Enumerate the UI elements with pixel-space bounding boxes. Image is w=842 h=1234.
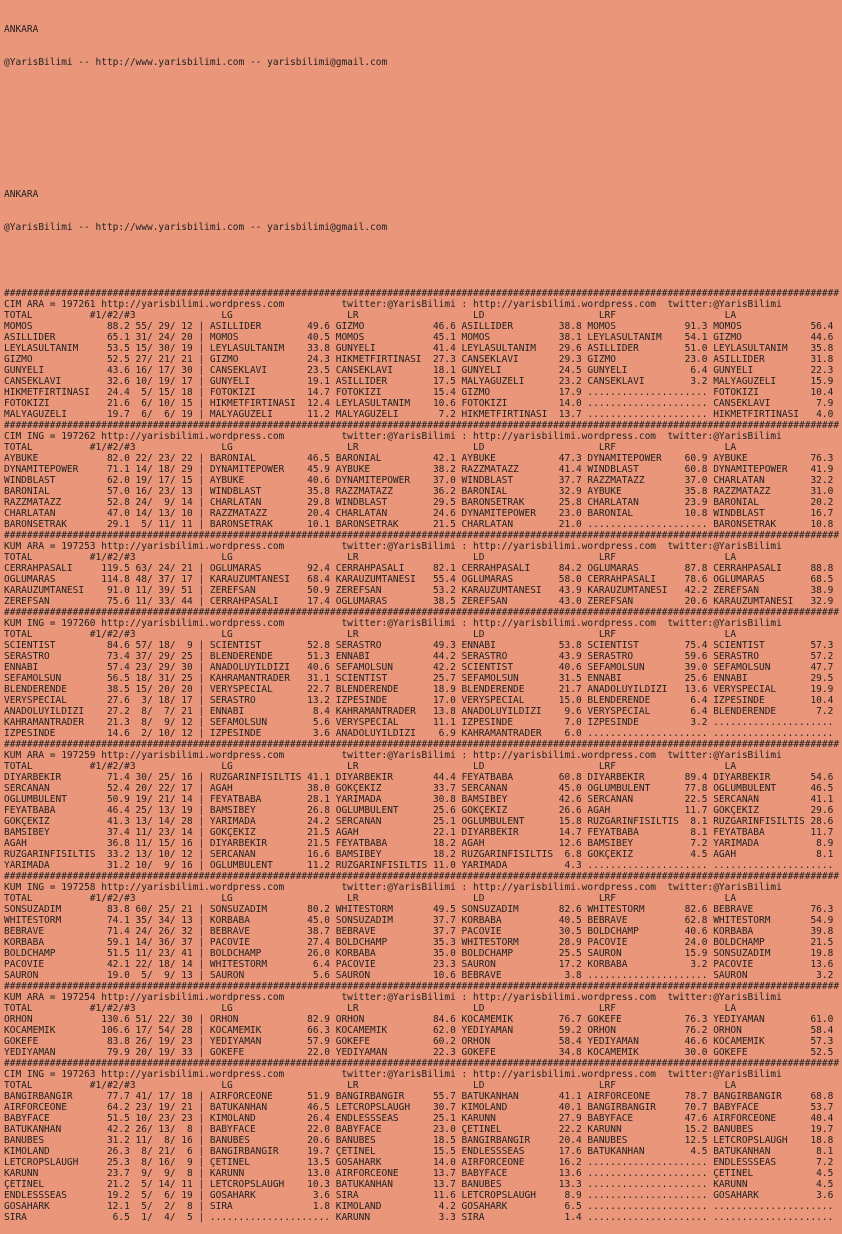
report-row: YEDIYAMAN 79.9 20/ 19/ 33 | GÖKEFE 22.0 YEDIYAMAN 22.3 GÖKEFE 34.8 KOCAMEMIK 30.0 GÖKEFE 52.5	[4, 1047, 840, 1058]
report-row: DIYARBEKIR 71.4 30/ 25/ 16 | RÜZGARINFISILTIS 41.1 DIYARBEKIR 44.4 FEYATBABA 60.8 DIYARBEKIR 89.4 DIYARBEKIR 54.6	[4, 772, 840, 783]
report-row: BAMSIBEY 37.4 11/ 23/ 14 | GÖKÇEKIZ 21.5 AGAH 22.1 DIYARBEKIR 14.7 FEYATBABA 8.1 FEYATBABA 11.7	[4, 827, 840, 838]
report-row: MOMOS 88.2 55/ 29/ 12 | ASILLIDER 49.6 GIZMO 46.6 ASILLIDER 38.8 MOMOS 91.3 MOMOS 56.4	[4, 321, 840, 332]
race-report-blocks	[4, 288, 842, 1223]
city-header-2: ANKARA	[4, 189, 39, 200]
report-row: MALYAGÜZELI 19.7 6/ 6/ 19 | MALYAGÜZELI 11.2 MALYAGÜZELI 7.2 HIKMETFIRTINASI 13.7 ..................... HIKMETFIRTINASI 4.0	[4, 409, 840, 420]
report-row: KIMOLAND 26.3 8/ 21/ 6 | BANGIRBANGIR 19.7 ÇETINEL 15.5 ENDLESSSEAS 17.6 BATUKANHAN 4.5 BATUKANHAN 8.1	[4, 1146, 840, 1157]
separator-line: ##################################################################################################################################################	[4, 607, 840, 618]
report-row: BLENDERENDE 38.5 15/ 20/ 20 | VERYSPECIAL 22.7 BLENDERENDE 18.9 BLENDERENDE 21.7 ANADOLUYILDIZI 13.6 VERYSPECIAL 19.9	[4, 684, 840, 695]
report-row: RÜZGARINFISILTIS 33.2 13/ 10/ 12 | SERCANAN 16.6 BAMSIBEY 18.2 RÜZGARINFISILTIS 6.8 GÖKÇEKIZ 4.5 AGAH 8.1	[4, 849, 840, 860]
column-header: TOTAL #1/#2/#3 LG LR LD LRF LA	[4, 893, 737, 904]
report-row: SCIENTIST 84.6 57/ 18/ 9 | SCIENTIST 52.8 SERASTRO 49.3 ENNABI 53.8 SCIENTIST 75.4 SCIENTIST 57.3	[4, 640, 840, 651]
report-row: WHITESTORM 74.1 35/ 34/ 13 | KÖRBABA 45.0 SONSUZADIM 37.7 KÖRBABA 40.5 BEBRAVE 62.8 WHITESTORM 54.9	[4, 915, 840, 926]
blank-line	[4, 156, 842, 167]
report-row: GÖKÇEKIZ 41.3 13/ 14/ 28 | YARIMADA 24.2 SERCANAN 25.1 OGLUMBÜLENT 15.8 RÜZGARINFISILTIS 8.1 RÜZGARINFISILTIS 28.6	[4, 816, 840, 827]
block-title: KUM ING = 197260 http://yarisbilimi.wordpress.com twitter:@YarisBilimi : http://yarisbilimi.wordpress.com twitter:@YarisBilimi	[4, 618, 782, 629]
report-row: CERRAHPASALI 119.5 63/ 24/ 21 | OGLUMARAS 92.4 CERRAHPASALI 82.1 CERRAHPASALI 84.2 OGLUMARAS 87.8 CERRAHPASALI 88.8	[4, 563, 840, 574]
column-header: TOTAL #1/#2/#3 LG LR LD LRF LA	[4, 761, 737, 772]
report-row: HIKMETFIRTINASI 24.4 5/ 15/ 18 | FOTOKIZI 14.7 FOTOKIZI 15.4 GIZMO 17.9 ..................... FOTOKIZI 10.4	[4, 387, 840, 398]
report-row: CANSEKLAVI 32.6 10/ 19/ 17 | GÜNYELI 19.1 ASILLIDER 17.5 MALYAGÜZELI 23.2 CANSEKLAVI 3.2 MALYAGÜZELI 15.9	[4, 376, 840, 387]
report-row: GÜNYELI 43.6 16/ 17/ 30 | CANSEKLAVI 23.5 CANSEKLAVI 18.1 GÜNYELI 24.5 GÜNYELI 6.4 GÜNYELI 22.3	[4, 365, 840, 376]
report-row: SERCANAN 52.4 20/ 22/ 17 | AGAH 38.0 GÖKÇEKIZ 33.7 SERCANAN 45.0 OGLUMBÜLENT 77.8 OGLUMBÜLENT 46.5	[4, 783, 840, 794]
report-row: ÇETINEL 21.2 5/ 14/ 11 | LETCROPSLAUGH 10.3 BATUKANHAN 13.7 BANUBES 13.3 ..................... KARUNN 4.5	[4, 1179, 840, 1190]
report-row: SIRA 6.5 1/ 4/ 5 | ..................... KARUNN 3.3 SIRA 1.4 ..................... .....................	[4, 1212, 840, 1223]
report-row: KAHRAMANTRADER 21.3 8/ 9/ 12 | SEFAMOLSUN 5.6 VERYSPECIAL 11.1 IZPESINDE 7.0 IZPESINDE 3.2 .....................	[4, 717, 840, 728]
report-row: SONSUZADIM 83.8 60/ 25/ 21 | SONSUZADIM 80.2 WHITESTORM 49.5 SONSUZADIM 82.6 WHITESTORM 82.6 BEBRAVE 76.3	[4, 904, 840, 915]
report-row: ENDLESSSEAS 19.2 5/ 6/ 19 | GOSAHARK 3.6 SIRA 11.6 LETCROPSLAUGH 8.9 ..................... GOSAHARK 3.6	[4, 1190, 840, 1201]
separator-line: ##################################################################################################################################################	[4, 981, 840, 992]
report-row: GÖKEFE 83.8 26/ 19/ 23 | YEDIYAMAN 57.9 GÖKEFE 60.2 ORHON 58.4 YEDIYAMAN 46.6 KOCAMEMIK 57.3	[4, 1036, 840, 1047]
block-title: KUM ARA = 197253 http://yarisbilimi.wordpress.com twitter:@YarisBilimi : http://yarisbilimi.wordpress.com twitter:@YarisBilimi	[4, 541, 782, 552]
report-row: OGLUMARAS 114.8 48/ 37/ 17 | KARAÜZÜMTANESI 68.4 KARAÜZÜMTANESI 55.4 OGLUMARAS 58.0 CERRAHPASALI 78.6 OGLUMARAS 68.5	[4, 574, 840, 585]
report-row: BANUBES 31.2 11/ 8/ 16 | BANUBES 20.6 BANUBES 18.5 BANGIRBANGIR 20.4 BANUBES 12.5 LETCROPSLAUGH 18.8	[4, 1135, 840, 1146]
separator-line: ##################################################################################################################################################	[4, 1058, 840, 1069]
column-header: TOTAL #1/#2/#3 LG LR LD LRF LA	[4, 310, 737, 321]
separator-line: ##################################################################################################################################################	[4, 288, 840, 299]
report-row: BATUKANHAN 42.2 26/ 13/ 8 | BABYFACE 22.0 BABYFACE 23.0 ÇETINEL 22.2 KARUNN 15.2 BANUBES 19.7	[4, 1124, 840, 1135]
report-row: FOTOKIZI 21.6 6/ 10/ 15 | HIKMETFIRTINASI 12.4 LEYLASULTANIM 10.6 FOTOKIZI 14.0 ..................... CANSEKLAVI 7.9	[4, 398, 840, 409]
report-row: LEYLASULTANIM 53.5 15/ 30/ 19 | LEYLASULTANIM 33.8 GÜNYELI 41.4 LEYLASULTANIM 29.6 ASILLIDER 51.0 LEYLASULTANIM 35.8	[4, 343, 840, 354]
report-row: BARONIAL 57.0 16/ 23/ 13 | WINDBLAST 35.8 RAZZMATAZZ 36.2 BARONIAL 32.9 AYBÜKE 35.8 RAZZMATAZZ 31.0	[4, 486, 840, 497]
report-row: FEYATBABA 46.4 25/ 13/ 19 | BAMSIBEY 26.8 OGLUMBÜLENT 25.6 GÖKÇEKIZ 26.6 AGAH 11.7 GÖKÇEKIZ 29.6	[4, 805, 840, 816]
block-title: CIM ARA = 197261 http://yarisbilimi.wordpress.com twitter:@YarisBilimi : http://yarisbilimi.wordpress.com twitter:@YarisBilimi	[4, 299, 782, 310]
report-row: ENNABI 57.4 23/ 29/ 30 | ANADOLUYILDIZI 40.6 SEFAMOLSUN 42.2 SCIENTIST 40.6 SEFAMOLSUN 39.0 SEFAMOLSUN 47.7	[4, 662, 840, 673]
report-row: GIZMO 52.5 27/ 21/ 21 | GIZMO 24.3 HIKMETFIRTINASI 27.3 CANSEKLAVI 29.3 GIZMO 23.0 ASILLIDER 31.8	[4, 354, 840, 365]
report-row: BABYFACE 51.5 10/ 23/ 23 | KIMOLAND 26.4 ENDLESSSEAS 25.1 KARUNN 27.9 BABYFACE 47.6 AIRFORCEONE 40.4	[4, 1113, 840, 1124]
report-row: OGLUMBÜLENT 50.9 19/ 21/ 14 | FEYATBABA 28.1 YARIMADA 30.8 BAMSIBEY 42.6 SERCANAN 22.5 SERCANAN 41.1	[4, 794, 840, 805]
report-row: ANADOLUYILDIZI 27.2 8/ 7/ 21 | ENNABI 8.4 KAHRAMANTRADER 13.8 ANADOLUYILDIZI 9.6 VERYSPECIAL 6.4 BLENDERENDE 7.2	[4, 706, 840, 717]
separator-line: ##################################################################################################################################################	[4, 871, 840, 882]
column-header: TOTAL #1/#2/#3 LG LR LD LRF LA	[4, 1003, 737, 1014]
column-header: TOTAL #1/#2/#3 LG LR LD LRF LA	[4, 552, 737, 563]
report-row: KARUNN 23.7 9/ 9/ 8 | KARUNN 13.0 AIRFORCEONE 13.7 BABYFACE 13.6 ..................... ÇETINEL 4.5	[4, 1168, 840, 1179]
report-row: IZPESINDE 14.6 2/ 10/ 12 | IZPESINDE 3.6 ANADOLUYILDIZI 6.9 KAHRAMANTRADER 6.0 ..................... .....................	[4, 728, 840, 739]
city-header: ANKARA	[4, 24, 39, 35]
report-row: AYBÜKE 82.0 22/ 23/ 22 | BARONIAL 46.5 BARONIAL 42.1 AYBÜKE 47.3 DYNAMITEPOWER 60.9 AYBÜKE 76.3	[4, 453, 840, 464]
blank-line	[4, 123, 842, 134]
report-row: YARIMADA 31.2 10/ 9/ 16 | OGLUMBÜLENT 11.2 RÜZGARINFISILTIS 11.0 YARIMADA 4.3 ..................... .....................	[4, 860, 840, 871]
blank-line	[4, 90, 842, 101]
column-header: TOTAL #1/#2/#3 LG LR LD LRF LA	[4, 1080, 737, 1091]
report-row: BEBRAVE 71.4 24/ 26/ 32 | BEBRAVE 38.7 BEBRAVE 37.7 PACOVIE 30.5 BOLDCHAMP 40.6 KÖRBABA 39.8	[4, 926, 840, 937]
contact-line-2: @YarisBilimi -- http://www.yarisbilimi.com -- yarisbilimi@gmail.com	[4, 222, 388, 233]
report-row: AIRFORCEONE 64.2 23/ 19/ 21 | BATUKANHAN 46.5 LETCROPSLAUGH 30.7 KIMOLAND 40.1 BANGIRBANGIR 70.7 BABYFACE 53.7	[4, 1102, 840, 1113]
report-row: WINDBLAST 62.0 19/ 17/ 15 | AYBÜKE 40.6 DYNAMITEPOWER 37.0 WINDBLAST 37.7 RAZZMATAZZ 37.0 CHARLATAN 32.2	[4, 475, 840, 486]
block-title: KUM ARA = 197254 http://yarisbilimi.wordpress.com twitter:@YarisBilimi : http://yarisbilimi.wordpress.com twitter:@YarisBilimi	[4, 992, 782, 1003]
report-row: PACOVIE 42.1 22/ 18/ 14 | WHITESTORM 6.4 PACOVIE 23.3 SAURON 17.2 KÖRBABA 3.2 PACOVIE 13.6	[4, 959, 840, 970]
separator-line: ##################################################################################################################################################	[4, 420, 840, 431]
report-row: BOLDCHAMP 51.5 11/ 23/ 41 | BOLDCHAMP 26.0 KÖRBABA 35.0 BOLDCHAMP 25.5 SAURON 15.9 SONSUZADIM 19.8	[4, 948, 840, 959]
report-row: KARAÜZÜMTANESI 91.0 11/ 39/ 51 | ZEREFSAN 50.9 ZEREFSAN 53.2 KARAÜZÜMTANESI 43.9 KARAÜZÜMTANESI 42.2 ZEREFSAN 38.9	[4, 585, 840, 596]
column-header: TOTAL #1/#2/#3 LG LR LD LRF LA	[4, 629, 737, 640]
contact-line: @YarisBilimi -- http://www.yarisbilimi.com -- yarisbilimi@gmail.com	[4, 57, 388, 68]
report-row: KOCAMEMIK 106.6 17/ 54/ 28 | KOCAMEMIK 66.3 KOCAMEMIK 62.0 YEDIYAMAN 59.2 ORHON 76.2 ORHON 58.4	[4, 1025, 840, 1036]
blank-line	[4, 255, 842, 266]
report-row: ORHON 130.6 51/ 22/ 30 | ORHON 82.9 ORHON 84.6 KOCAMEMIK 76.7 GÖKEFE 76.3 YEDIYAMAN 61.0	[4, 1014, 840, 1025]
report-row: BARONSETRAK 29.1 5/ 11/ 11 | BARONSETRAK 10.1 BARONSETRAK 21.5 CHARLATAN 21.0 ..................... BARONSETRAK 10.8	[4, 519, 840, 530]
separator-line: ##################################################################################################################################################	[4, 530, 840, 541]
column-header: TOTAL #1/#2/#3 LG LR LD LRF LA	[4, 442, 737, 453]
separator-line: ##################################################################################################################################################	[4, 739, 840, 750]
report-row: SAURON 19.0 5/ 9/ 13 | SAURON 5.6 SAURON 10.6 BEBRAVE 3.8 ..................... SAURON 3.2	[4, 970, 840, 981]
report-row: GOSAHARK 12.1 5/ 2/ 8 | SIRA 1.8 KIMOLAND 4.2 GOSAHARK 6.5 ..................... .....................	[4, 1201, 840, 1212]
report-row: SEFAMOLSUN 56.5 18/ 31/ 25 | KAHRAMANTRADER 31.1 SCIENTIST 25.7 SEFAMOLSUN 31.5 ENNABI 25.6 ENNABI 29.5	[4, 673, 840, 684]
report-row: CHARLATAN 47.0 14/ 13/ 10 | RAZZMATAZZ 20.4 CHARLATAN 24.6 DYNAMITEPOWER 23.0 BARONIAL 10.8 WINDBLAST 16.7	[4, 508, 840, 519]
report-row: BANGIRBANGIR 77.7 41/ 17/ 18 | AIRFORCEONE 51.9 BANGIRBANGIR 55.7 BATUKANHAN 41.1 AIRFORCEONE 78.7 BANGIRBANGIR 68.8	[4, 1091, 840, 1102]
report-row: AGAH 36.8 11/ 15/ 16 | DIYARBEKIR 21.5 FEYATBABA 18.2 AGAH 12.6 BAMSIBEY 7.2 YARIMADA 8.9	[4, 838, 840, 849]
report-row: RAZZMATAZZ 52.8 24/ 9/ 14 | CHARLATAN 29.8 WINDBLAST 29.5 BARONSETRAK 25.8 CHARLATAN 23.9 BARONIAL 20.2	[4, 497, 840, 508]
report-row: VERYSPECIAL 27.6 3/ 18/ 17 | SERASTRO 13.2 IZPESINDE 17.0 VERYSPECIAL 15.0 BLENDERENDE 6.4 IZPESINDE 10.4	[4, 695, 840, 706]
report-row: DYNAMITEPOWER 71.1 14/ 18/ 29 | DYNAMITEPOWER 45.9 AYBÜKE 38.2 RAZZMATAZZ 41.4 WINDBLAST 60.8 DYNAMITEPOWER 41.9	[4, 464, 840, 475]
report-row: KÖRBABA 59.1 14/ 36/ 37 | PACOVIE 27.4 BOLDCHAMP 35.3 WHITESTORM 28.9 PACOVIE 24.0 BOLDCHAMP 21.5	[4, 937, 840, 948]
block-title: KUM ING = 197258 http://yarisbilimi.wordpress.com twitter:@YarisBilimi : http://yarisbilimi.wordpress.com twitter:@YarisBilimi	[4, 882, 782, 893]
report-row: ZEREFSAN 75.6 11/ 33/ 44 | CERRAHPASALI 17.4 OGLUMARAS 38.5 ZEREFSAN 43.0 ZEREFSAN 20.6 KARAÜZÜMTANESI 32.9	[4, 596, 840, 607]
report-row: ASILLIDER 65.1 31/ 24/ 20 | MOMOS 40.5 MOMOS 45.1 MOMOS 38.1 LEYLASULTANIM 54.1 GIZMO 44.6	[4, 332, 840, 343]
block-title: CIM ING = 197262 http://yarisbilimi.wordpress.com twitter:@YarisBilimi : http://yarisbilimi.wordpress.com twitter:@YarisBilimi	[4, 431, 782, 442]
block-title: CIM ING = 197263 http://yarisbilimi.wordpress.com twitter:@YarisBilimi : http://yarisbilimi.wordpress.com twitter:@YarisBilimi	[4, 1069, 782, 1080]
report-row: SERASTRO 73.4 37/ 29/ 25 | BLENDERENDE 51.3 ENNABI 44.2 SERASTRO 43.9 SERASTRO 59.6 SERASTRO 57.2	[4, 651, 840, 662]
report-row: LETCROPSLAUGH 25.3 8/ 16/ 9 | ÇETINEL 13.5 GOSAHARK 14.0 AIRFORCEONE 16.2 ..................... ENDLESSSEAS 7.2	[4, 1157, 840, 1168]
block-title: KUM ARA = 197259 http://yarisbilimi.wordpress.com twitter:@YarisBilimi : http://yarisbilimi.wordpress.com twitter:@YarisBilimi	[4, 750, 782, 761]
